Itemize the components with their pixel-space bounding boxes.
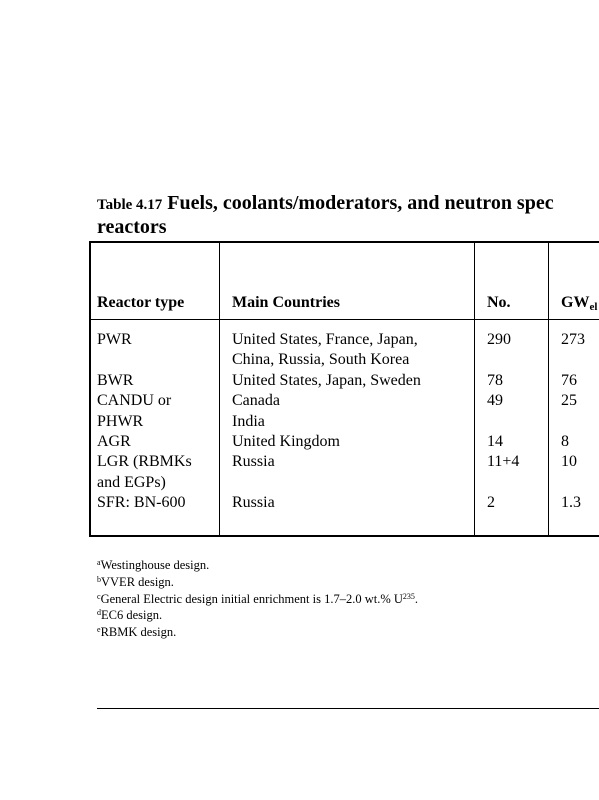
cell-number <box>487 493 495 513</box>
cell-main-countries-line: United Kingdom <box>232 432 340 450</box>
table-body <box>91 330 599 514</box>
cell-gw-el <box>561 371 577 391</box>
footnote <box>97 573 418 590</box>
cell-number-line: 11+4 <box>487 453 520 471</box>
header-number: No. <box>487 294 511 311</box>
footnotes <box>97 556 418 640</box>
cell-number-line: 49 <box>487 392 503 410</box>
footnote <box>97 606 418 623</box>
cell-number-line: 290 <box>487 331 511 348</box>
cell-gw-el <box>561 330 585 350</box>
cell-gw-el-line: 8 <box>561 432 569 450</box>
cell-gw-el-line: 25 <box>561 392 577 410</box>
footnote-tail: . <box>414 591 419 606</box>
cell-reactor-type-line: PWR <box>97 331 132 348</box>
cell-main-countries-line: United States, Japan, Sweden <box>232 371 421 389</box>
cell-reactor-type-line: CANDU or <box>97 392 172 410</box>
table-number: Table 4.17 <box>97 197 163 213</box>
footnote-text: Westinghouse design. <box>100 558 210 572</box>
cell-reactor-type <box>97 330 132 350</box>
cell-main-countries <box>232 371 421 391</box>
cell-number-line: 2 <box>487 494 495 512</box>
table-row <box>91 330 599 371</box>
cell-reactor-type <box>97 493 185 513</box>
table-row <box>91 432 599 452</box>
cell-reactor-type-line: BWR <box>97 371 134 389</box>
cell-main-countries-line: India <box>232 412 265 430</box>
page-bottom-rule <box>97 708 599 709</box>
cell-gw-el <box>561 452 577 472</box>
cell-number-line: 14 <box>487 432 503 450</box>
cell-reactor-type-line: LGR (RBMKs <box>97 453 192 471</box>
cell-gw-el <box>561 391 577 411</box>
cell-reactor-type-line: and EGPs) <box>97 473 166 491</box>
header-main-countries: Main Countries <box>232 294 340 311</box>
table-title-continuation: reactors <box>97 216 167 238</box>
header-reactor-type: Reactor type <box>97 294 185 311</box>
cell-gw-el-line: 273 <box>561 331 585 348</box>
footnote-text: EC6 design. <box>101 608 163 623</box>
cell-gw-el-line: 76 <box>561 371 577 389</box>
footnote-mark: a <box>97 558 101 567</box>
cell-main-countries <box>232 391 280 432</box>
header-gw-subscript: el <box>589 301 598 313</box>
header-gw-main: GW <box>561 294 590 311</box>
table-row <box>91 493 599 513</box>
footnote <box>97 556 418 573</box>
cell-gw-el-line: 10 <box>561 453 577 471</box>
cell-main-countries-line: Canada <box>232 392 280 410</box>
cell-gw-el-line: 1.3 <box>561 494 581 512</box>
cell-main-countries <box>232 330 418 371</box>
cell-main-countries-line: Russia <box>232 494 275 512</box>
reactor-table <box>89 241 599 537</box>
footnote-text: RBMK design. <box>100 625 177 640</box>
table-caption <box>97 192 599 238</box>
table-row <box>91 452 599 493</box>
footnote-mark: b <box>97 574 101 584</box>
cell-number-line: 78 <box>487 371 503 389</box>
cell-number <box>487 371 503 391</box>
footnote-mark: e <box>97 625 101 635</box>
cell-number <box>487 391 503 411</box>
footnote-text: General Electric design initial enrichment is 1.7–2.0 wt.% U <box>100 591 403 606</box>
cell-main-countries <box>232 452 275 472</box>
cell-main-countries <box>232 432 340 452</box>
footnote-superscript: 235 <box>402 591 415 601</box>
cell-gw-el <box>561 432 569 452</box>
cell-number <box>487 330 511 350</box>
cell-reactor-type-line: AGR <box>97 432 131 450</box>
header-divider <box>91 319 599 320</box>
table-row <box>91 391 599 432</box>
cell-reactor-type <box>97 391 171 432</box>
header-gw-el <box>561 294 597 313</box>
footnote-text: VVER design. <box>101 574 174 589</box>
cell-gw-el <box>561 493 581 513</box>
cell-number <box>487 432 503 452</box>
cell-reactor-type-line: PHWR <box>97 412 144 430</box>
table-title: Fuels, coolants/moderators, and neutron spec <box>167 192 554 214</box>
footnote-mark: d <box>97 608 101 618</box>
cell-reactor-type-line: SFR: BN-600 <box>97 494 186 512</box>
footnote <box>97 623 418 640</box>
cell-main-countries-line: Russia <box>232 453 275 471</box>
cell-main-countries-line: United States, France, Japan, <box>232 331 418 348</box>
cell-number <box>487 452 519 472</box>
cell-reactor-type <box>97 432 131 452</box>
cell-reactor-type <box>97 452 192 493</box>
footnote <box>97 590 418 607</box>
footnote-mark: c <box>97 591 101 601</box>
table-row <box>91 371 599 391</box>
cell-main-countries <box>232 493 275 513</box>
cell-main-countries-line: China, Russia, South Korea <box>232 351 410 369</box>
cell-reactor-type <box>97 371 133 391</box>
